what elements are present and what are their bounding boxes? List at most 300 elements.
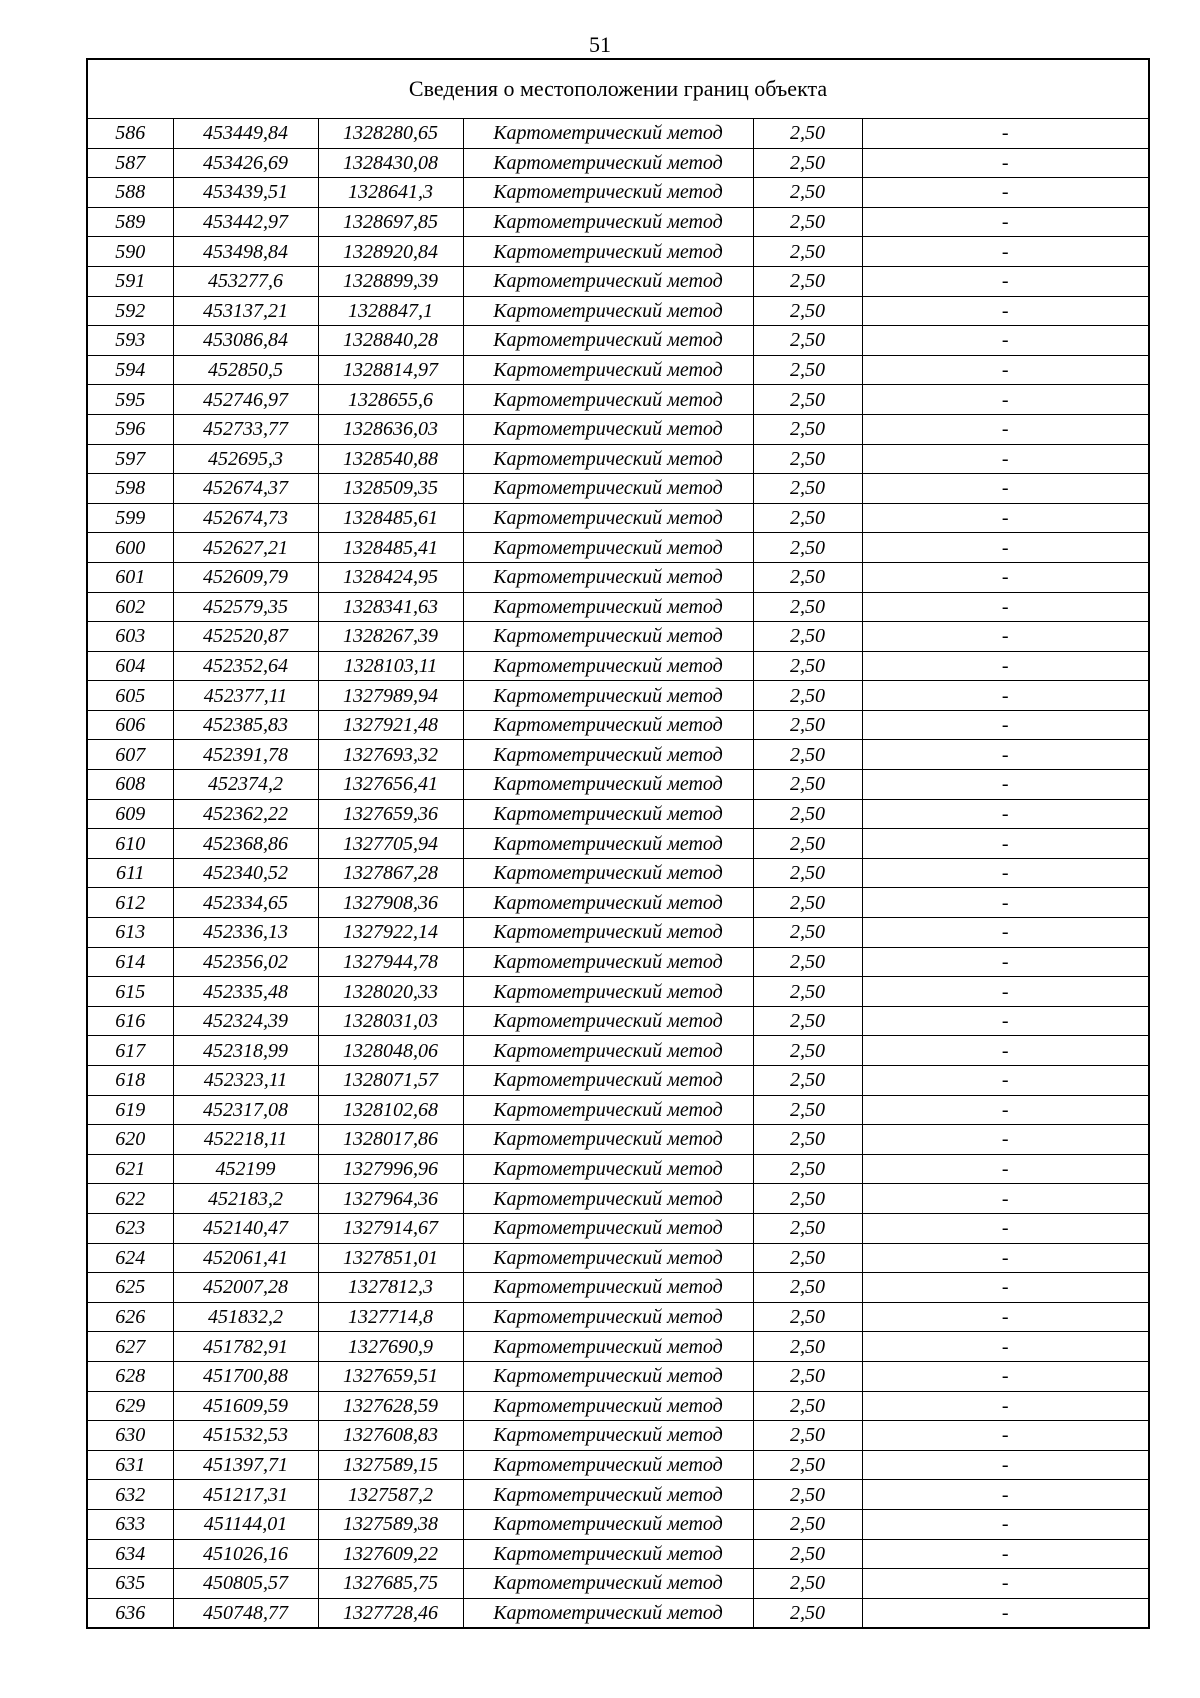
x-coordinate-cell: 451026,16	[173, 1539, 318, 1569]
point-number-cell: 602	[87, 592, 173, 622]
note-cell: -	[862, 1450, 1149, 1480]
method-cell: Картометрический метод	[463, 858, 753, 888]
table-row	[87, 681, 1149, 711]
y-coordinate-cell: 1327659,51	[318, 1361, 463, 1391]
note-cell: -	[862, 119, 1149, 149]
note-cell: -	[862, 1598, 1149, 1628]
point-number-cell: 586	[87, 119, 173, 149]
point-number-cell: 617	[87, 1036, 173, 1066]
x-coordinate-cell: 452335,48	[173, 977, 318, 1007]
accuracy-cell: 2,50	[753, 1154, 862, 1184]
x-coordinate-cell: 452340,52	[173, 858, 318, 888]
y-coordinate-cell: 1328048,06	[318, 1036, 463, 1066]
y-coordinate-cell: 1328814,97	[318, 355, 463, 385]
method-cell: Картометрический метод	[463, 326, 753, 356]
x-coordinate-cell: 453498,84	[173, 237, 318, 267]
table-title-row	[87, 59, 1149, 119]
y-coordinate-cell: 1327944,78	[318, 947, 463, 977]
accuracy-cell: 2,50	[753, 326, 862, 356]
table-row	[87, 947, 1149, 977]
accuracy-cell: 2,50	[753, 355, 862, 385]
accuracy-cell: 2,50	[753, 770, 862, 800]
accuracy-cell: 2,50	[753, 1598, 862, 1628]
point-number-cell: 612	[87, 888, 173, 918]
accuracy-cell: 2,50	[753, 1332, 862, 1362]
table-row	[87, 1154, 1149, 1184]
note-cell: -	[862, 1569, 1149, 1599]
point-number-cell: 588	[87, 178, 173, 208]
table-row	[87, 1391, 1149, 1421]
point-number-cell: 593	[87, 326, 173, 356]
accuracy-cell: 2,50	[753, 1302, 862, 1332]
table-row	[87, 1125, 1149, 1155]
point-number-cell: 600	[87, 533, 173, 563]
method-cell: Картометрический метод	[463, 799, 753, 829]
note-cell: -	[862, 326, 1149, 356]
accuracy-cell: 2,50	[753, 1213, 862, 1243]
table-row	[87, 296, 1149, 326]
accuracy-cell: 2,50	[753, 888, 862, 918]
accuracy-cell: 2,50	[753, 1539, 862, 1569]
x-coordinate-cell: 453426,69	[173, 148, 318, 178]
y-coordinate-cell: 1328102,68	[318, 1095, 463, 1125]
method-cell: Картометрический метод	[463, 1598, 753, 1628]
point-number-cell: 591	[87, 266, 173, 296]
accuracy-cell: 2,50	[753, 562, 862, 592]
note-cell: -	[862, 829, 1149, 859]
accuracy-cell: 2,50	[753, 119, 862, 149]
note-cell: -	[862, 148, 1149, 178]
method-cell: Картометрический метод	[463, 503, 753, 533]
x-coordinate-cell: 452183,2	[173, 1184, 318, 1214]
table-row	[87, 977, 1149, 1007]
point-number-cell: 594	[87, 355, 173, 385]
x-coordinate-cell: 452061,41	[173, 1243, 318, 1273]
accuracy-cell: 2,50	[753, 1450, 862, 1480]
point-number-cell: 619	[87, 1095, 173, 1125]
method-cell: Картометрический метод	[463, 1450, 753, 1480]
accuracy-cell: 2,50	[753, 651, 862, 681]
table-row	[87, 474, 1149, 504]
method-cell: Картометрический метод	[463, 1273, 753, 1303]
method-cell: Картометрический метод	[463, 710, 753, 740]
y-coordinate-cell: 1328697,85	[318, 207, 463, 237]
method-cell: Картометрический метод	[463, 622, 753, 652]
y-coordinate-cell: 1327851,01	[318, 1243, 463, 1273]
table-row	[87, 1302, 1149, 1332]
method-cell: Картометрический метод	[463, 1184, 753, 1214]
method-cell: Картометрический метод	[463, 119, 753, 149]
accuracy-cell: 2,50	[753, 1036, 862, 1066]
table-row	[87, 1006, 1149, 1036]
y-coordinate-cell: 1327693,32	[318, 740, 463, 770]
table-row	[87, 444, 1149, 474]
point-number-cell: 599	[87, 503, 173, 533]
y-coordinate-cell: 1327867,28	[318, 858, 463, 888]
point-number-cell: 620	[87, 1125, 173, 1155]
x-coordinate-cell: 452674,73	[173, 503, 318, 533]
table-row	[87, 237, 1149, 267]
note-cell: -	[862, 1095, 1149, 1125]
y-coordinate-cell: 1327587,2	[318, 1480, 463, 1510]
note-cell: -	[862, 503, 1149, 533]
note-cell: -	[862, 474, 1149, 504]
x-coordinate-cell: 451609,59	[173, 1391, 318, 1421]
method-cell: Картометрический метод	[463, 444, 753, 474]
note-cell: -	[862, 562, 1149, 592]
accuracy-cell: 2,50	[753, 710, 862, 740]
note-cell: -	[862, 1273, 1149, 1303]
x-coordinate-cell: 452746,97	[173, 385, 318, 415]
point-number-cell: 598	[87, 474, 173, 504]
method-cell: Картометрический метод	[463, 178, 753, 208]
x-coordinate-cell: 452374,2	[173, 770, 318, 800]
x-coordinate-cell: 452377,11	[173, 681, 318, 711]
x-coordinate-cell: 452218,11	[173, 1125, 318, 1155]
point-number-cell: 608	[87, 770, 173, 800]
point-number-cell: 627	[87, 1332, 173, 1362]
table-row	[87, 888, 1149, 918]
x-coordinate-cell: 451532,53	[173, 1421, 318, 1451]
y-coordinate-cell: 1328847,1	[318, 296, 463, 326]
point-number-cell: 613	[87, 918, 173, 948]
table-row	[87, 178, 1149, 208]
accuracy-cell: 2,50	[753, 296, 862, 326]
method-cell: Картометрический метод	[463, 266, 753, 296]
method-cell: Картометрический метод	[463, 1302, 753, 1332]
point-number-cell: 604	[87, 651, 173, 681]
x-coordinate-cell: 453137,21	[173, 296, 318, 326]
method-cell: Картометрический метод	[463, 1036, 753, 1066]
y-coordinate-cell: 1327589,38	[318, 1509, 463, 1539]
accuracy-cell: 2,50	[753, 740, 862, 770]
accuracy-cell: 2,50	[753, 1273, 862, 1303]
table-row	[87, 266, 1149, 296]
method-cell: Картометрический метод	[463, 1066, 753, 1096]
accuracy-cell: 2,50	[753, 592, 862, 622]
note-cell: -	[862, 1302, 1149, 1332]
table-row	[87, 119, 1149, 149]
note-cell: -	[862, 414, 1149, 444]
table-row	[87, 414, 1149, 444]
accuracy-cell: 2,50	[753, 1509, 862, 1539]
note-cell: -	[862, 385, 1149, 415]
x-coordinate-cell: 451700,88	[173, 1361, 318, 1391]
accuracy-cell: 2,50	[753, 1361, 862, 1391]
y-coordinate-cell: 1328267,39	[318, 622, 463, 652]
method-cell: Картометрический метод	[463, 977, 753, 1007]
x-coordinate-cell: 452362,22	[173, 799, 318, 829]
table-row	[87, 651, 1149, 681]
accuracy-cell: 2,50	[753, 1006, 862, 1036]
note-cell: -	[862, 592, 1149, 622]
method-cell: Картометрический метод	[463, 1095, 753, 1125]
point-number-cell: 606	[87, 710, 173, 740]
note-cell: -	[862, 1154, 1149, 1184]
accuracy-cell: 2,50	[753, 1569, 862, 1599]
point-number-cell: 635	[87, 1569, 173, 1599]
accuracy-cell: 2,50	[753, 1421, 862, 1451]
x-coordinate-cell: 450805,57	[173, 1569, 318, 1599]
y-coordinate-cell: 1327608,83	[318, 1421, 463, 1451]
table-row	[87, 622, 1149, 652]
page-number: 51	[589, 32, 611, 57]
method-cell: Картометрический метод	[463, 1361, 753, 1391]
point-number-cell: 595	[87, 385, 173, 415]
method-cell: Картометрический метод	[463, 355, 753, 385]
point-number-cell: 597	[87, 444, 173, 474]
y-coordinate-cell: 1328017,86	[318, 1125, 463, 1155]
table-row	[87, 592, 1149, 622]
y-coordinate-cell: 1328920,84	[318, 237, 463, 267]
note-cell: -	[862, 1391, 1149, 1421]
y-coordinate-cell: 1327705,94	[318, 829, 463, 859]
note-cell: -	[862, 947, 1149, 977]
x-coordinate-cell: 452385,83	[173, 710, 318, 740]
y-coordinate-cell: 1327656,41	[318, 770, 463, 800]
point-number-cell: 621	[87, 1154, 173, 1184]
accuracy-cell: 2,50	[753, 266, 862, 296]
x-coordinate-cell: 452391,78	[173, 740, 318, 770]
y-coordinate-cell: 1327914,67	[318, 1213, 463, 1243]
x-coordinate-cell: 452140,47	[173, 1213, 318, 1243]
table-row	[87, 918, 1149, 948]
y-coordinate-cell: 1328899,39	[318, 266, 463, 296]
note-cell: -	[862, 355, 1149, 385]
note-cell: -	[862, 1184, 1149, 1214]
y-coordinate-cell: 1327690,9	[318, 1332, 463, 1362]
x-coordinate-cell: 452199	[173, 1154, 318, 1184]
point-number-cell: 624	[87, 1243, 173, 1273]
method-cell: Картометрический метод	[463, 1391, 753, 1421]
y-coordinate-cell: 1328540,88	[318, 444, 463, 474]
note-cell: -	[862, 1509, 1149, 1539]
table-row	[87, 1421, 1149, 1451]
note-cell: -	[862, 1361, 1149, 1391]
table-row	[87, 1598, 1149, 1628]
accuracy-cell: 2,50	[753, 858, 862, 888]
x-coordinate-cell: 453442,97	[173, 207, 318, 237]
table-row	[87, 326, 1149, 356]
point-number-cell: 596	[87, 414, 173, 444]
point-number-cell: 610	[87, 829, 173, 859]
boundary-coordinates-table	[86, 58, 1150, 1629]
y-coordinate-cell: 1328424,95	[318, 562, 463, 592]
method-cell: Картометрический метод	[463, 770, 753, 800]
point-number-cell: 607	[87, 740, 173, 770]
table-row	[87, 770, 1149, 800]
y-coordinate-cell: 1328103,11	[318, 651, 463, 681]
x-coordinate-cell: 452368,86	[173, 829, 318, 859]
note-cell: -	[862, 207, 1149, 237]
accuracy-cell: 2,50	[753, 207, 862, 237]
method-cell: Картометрический метод	[463, 829, 753, 859]
point-number-cell: 618	[87, 1066, 173, 1096]
table-row	[87, 858, 1149, 888]
accuracy-cell: 2,50	[753, 148, 862, 178]
accuracy-cell: 2,50	[753, 1391, 862, 1421]
method-cell: Картометрический метод	[463, 562, 753, 592]
method-cell: Картометрический метод	[463, 1539, 753, 1569]
point-number-cell: 605	[87, 681, 173, 711]
method-cell: Картометрический метод	[463, 1213, 753, 1243]
accuracy-cell: 2,50	[753, 799, 862, 829]
x-coordinate-cell: 452674,37	[173, 474, 318, 504]
point-number-cell: 611	[87, 858, 173, 888]
y-coordinate-cell: 1327714,8	[318, 1302, 463, 1332]
table-row	[87, 1243, 1149, 1273]
point-number-cell: 614	[87, 947, 173, 977]
table-row	[87, 1509, 1149, 1539]
accuracy-cell: 2,50	[753, 444, 862, 474]
y-coordinate-cell: 1327609,22	[318, 1539, 463, 1569]
method-cell: Картометрический метод	[463, 296, 753, 326]
y-coordinate-cell: 1328020,33	[318, 977, 463, 1007]
method-cell: Картометрический метод	[463, 947, 753, 977]
table-row	[87, 503, 1149, 533]
method-cell: Картометрический метод	[463, 148, 753, 178]
table-row	[87, 799, 1149, 829]
point-number-cell: 590	[87, 237, 173, 267]
note-cell: -	[862, 888, 1149, 918]
table-row	[87, 1036, 1149, 1066]
x-coordinate-cell: 452324,39	[173, 1006, 318, 1036]
table-row	[87, 1539, 1149, 1569]
point-number-cell: 601	[87, 562, 173, 592]
y-coordinate-cell: 1328840,28	[318, 326, 463, 356]
point-number-cell: 632	[87, 1480, 173, 1510]
x-coordinate-cell: 453449,84	[173, 119, 318, 149]
accuracy-cell: 2,50	[753, 1184, 862, 1214]
note-cell: -	[862, 622, 1149, 652]
table-row	[87, 1184, 1149, 1214]
accuracy-cell: 2,50	[753, 414, 862, 444]
method-cell: Картометрический метод	[463, 237, 753, 267]
table-row	[87, 1480, 1149, 1510]
accuracy-cell: 2,50	[753, 1066, 862, 1096]
y-coordinate-cell: 1328430,08	[318, 148, 463, 178]
note-cell: -	[862, 444, 1149, 474]
table-row	[87, 1361, 1149, 1391]
x-coordinate-cell: 452352,64	[173, 651, 318, 681]
y-coordinate-cell: 1327921,48	[318, 710, 463, 740]
accuracy-cell: 2,50	[753, 533, 862, 563]
point-number-cell: 616	[87, 1006, 173, 1036]
table-row	[87, 710, 1149, 740]
accuracy-cell: 2,50	[753, 237, 862, 267]
table-row	[87, 1332, 1149, 1362]
point-number-cell: 629	[87, 1391, 173, 1421]
x-coordinate-cell: 452850,5	[173, 355, 318, 385]
method-cell: Картометрический метод	[463, 918, 753, 948]
method-cell: Картометрический метод	[463, 1421, 753, 1451]
note-cell: -	[862, 1421, 1149, 1451]
y-coordinate-cell: 1328509,35	[318, 474, 463, 504]
y-coordinate-cell: 1327812,3	[318, 1273, 463, 1303]
note-cell: -	[862, 1539, 1149, 1569]
note-cell: -	[862, 1006, 1149, 1036]
note-cell: -	[862, 296, 1149, 326]
method-cell: Картометрический метод	[463, 651, 753, 681]
method-cell: Картометрический метод	[463, 1125, 753, 1155]
x-coordinate-cell: 452520,87	[173, 622, 318, 652]
accuracy-cell: 2,50	[753, 474, 862, 504]
method-cell: Картометрический метод	[463, 1480, 753, 1510]
note-cell: -	[862, 1066, 1149, 1096]
accuracy-cell: 2,50	[753, 977, 862, 1007]
accuracy-cell: 2,50	[753, 1125, 862, 1155]
method-cell: Картометрический метод	[463, 1332, 753, 1362]
table-row	[87, 562, 1149, 592]
table-row	[87, 1273, 1149, 1303]
point-number-cell: 609	[87, 799, 173, 829]
table-row	[87, 829, 1149, 859]
x-coordinate-cell: 451832,2	[173, 1302, 318, 1332]
table-row	[87, 1213, 1149, 1243]
note-cell: -	[862, 1036, 1149, 1066]
table-title: Сведения о местоположении границ объекта	[87, 59, 1149, 119]
point-number-cell: 631	[87, 1450, 173, 1480]
note-cell: -	[862, 1480, 1149, 1510]
accuracy-cell: 2,50	[753, 1243, 862, 1273]
y-coordinate-cell: 1327589,15	[318, 1450, 463, 1480]
x-coordinate-cell: 453439,51	[173, 178, 318, 208]
note-cell: -	[862, 1125, 1149, 1155]
accuracy-cell: 2,50	[753, 681, 862, 711]
note-cell: -	[862, 681, 1149, 711]
table-row	[87, 1450, 1149, 1480]
method-cell: Картометрический метод	[463, 1509, 753, 1539]
x-coordinate-cell: 451217,31	[173, 1480, 318, 1510]
note-cell: -	[862, 266, 1149, 296]
x-coordinate-cell: 453277,6	[173, 266, 318, 296]
accuracy-cell: 2,50	[753, 918, 862, 948]
point-number-cell: 603	[87, 622, 173, 652]
note-cell: -	[862, 918, 1149, 948]
note-cell: -	[862, 1332, 1149, 1362]
note-cell: -	[862, 770, 1149, 800]
accuracy-cell: 2,50	[753, 178, 862, 208]
y-coordinate-cell: 1328280,65	[318, 119, 463, 149]
x-coordinate-cell: 452579,35	[173, 592, 318, 622]
x-coordinate-cell: 452007,28	[173, 1273, 318, 1303]
method-cell: Картометрический метод	[463, 1569, 753, 1599]
x-coordinate-cell: 453086,84	[173, 326, 318, 356]
x-coordinate-cell: 452318,99	[173, 1036, 318, 1066]
method-cell: Картометрический метод	[463, 207, 753, 237]
note-cell: -	[862, 799, 1149, 829]
y-coordinate-cell: 1328071,57	[318, 1066, 463, 1096]
y-coordinate-cell: 1327989,94	[318, 681, 463, 711]
point-number-cell: 615	[87, 977, 173, 1007]
x-coordinate-cell: 452356,02	[173, 947, 318, 977]
accuracy-cell: 2,50	[753, 829, 862, 859]
point-number-cell: 625	[87, 1273, 173, 1303]
y-coordinate-cell: 1327685,75	[318, 1569, 463, 1599]
method-cell: Картометрический метод	[463, 1243, 753, 1273]
y-coordinate-cell: 1328655,6	[318, 385, 463, 415]
x-coordinate-cell: 452733,77	[173, 414, 318, 444]
point-number-cell: 628	[87, 1361, 173, 1391]
y-coordinate-cell: 1327964,36	[318, 1184, 463, 1214]
point-number-cell: 623	[87, 1213, 173, 1243]
table-row	[87, 1569, 1149, 1599]
x-coordinate-cell: 451144,01	[173, 1509, 318, 1539]
point-number-cell: 634	[87, 1539, 173, 1569]
table-row	[87, 740, 1149, 770]
point-number-cell: 636	[87, 1598, 173, 1628]
note-cell: -	[862, 533, 1149, 563]
